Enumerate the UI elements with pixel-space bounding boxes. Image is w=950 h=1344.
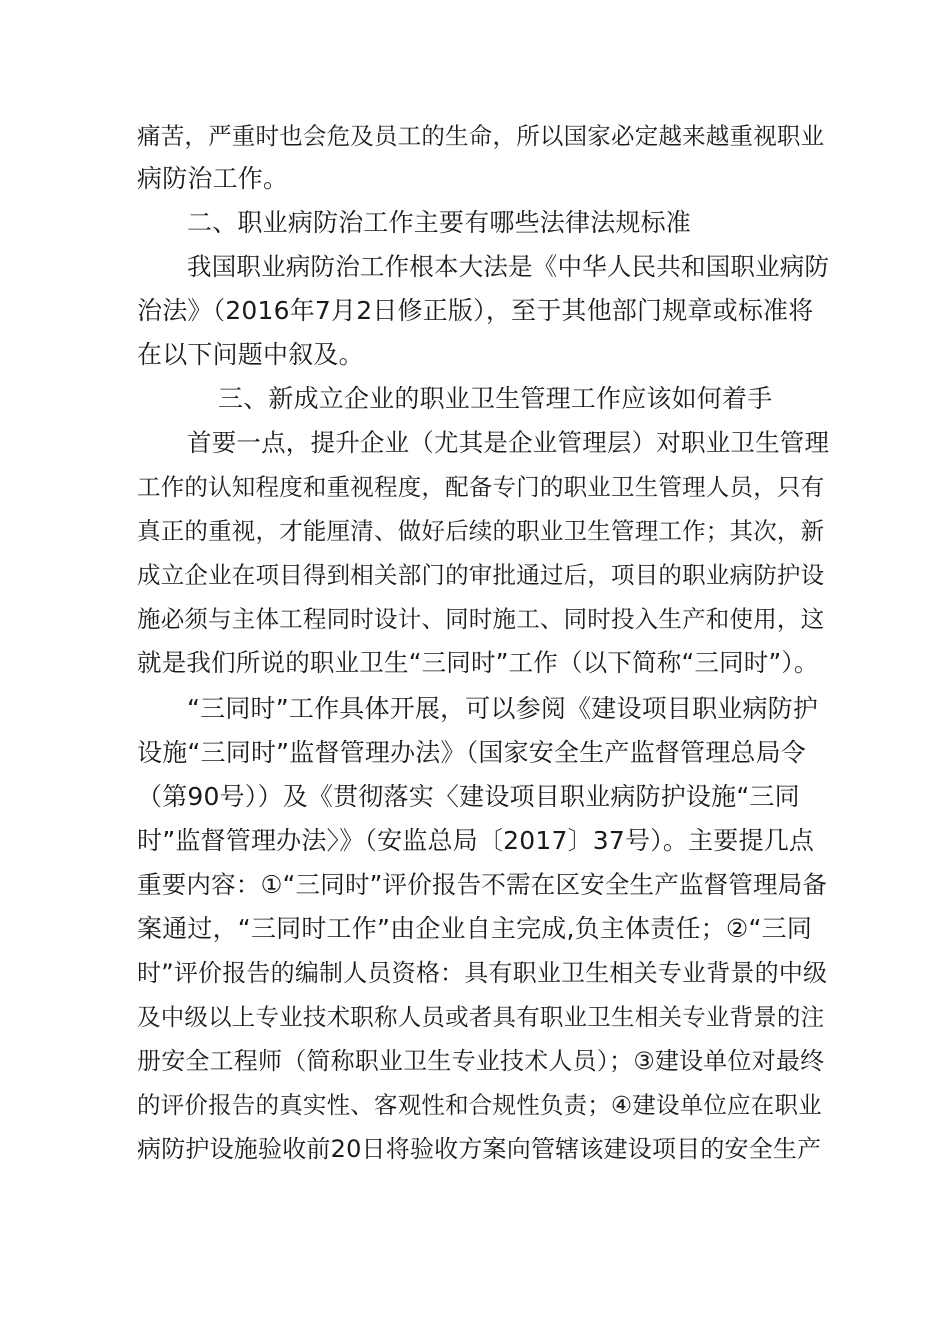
body-text-line: 真正的重视，才能厘清、做好后续的职业卫生管理工作；其次，新 — [137, 517, 825, 545]
body-text-line: 及中级以上专业技术职称人员或者具有职业卫生相关专业背景的注 — [137, 1003, 825, 1031]
body-text-line: 施必须与主体工程同时设计、同时施工、同时投入生产和使用，这 — [137, 605, 825, 633]
body-text-line: 治法》（2016年7月2日修正版），至于其他部门规章或标准将 — [137, 296, 814, 325]
body-text-line: 首要一点，提升企业（尤其是企业管理层）对职业卫生管理 — [187, 428, 830, 457]
body-text-line: 就是我们所说的职业卫生“三同时”工作（以下简称“三同时”）。 — [137, 648, 819, 677]
body-text-line: 册安全工程师（简称职业卫生专业技术人员）；③建设单位对最终 — [137, 1047, 825, 1075]
section-heading: 二、职业病防治工作主要有哪些法律法规标准 — [187, 208, 692, 237]
body-text-line: 在以下问题中叙及。 — [137, 340, 364, 369]
section-heading: 三、新成立企业的职业卫生管理工作应该如何着手 — [218, 384, 773, 413]
body-text-line: （第90号））及《贯彻落实〈建设项目职业病防护设施“三同 — [137, 782, 800, 811]
body-text-line: 我国职业病防治工作根本大法是《中华人民共和国职业病防 — [187, 252, 830, 281]
body-text-line: 痛苦，严重时也会危及员工的生命，所以国家必定越来越重视职业 — [137, 122, 825, 150]
body-text-line: 重要内容：①“三同时”评价报告不需在区安全生产监督管理局备 — [137, 870, 828, 899]
body-text-line: 设施“三同时”监督管理办法》（国家安全生产监督管理总局令 — [137, 738, 807, 767]
body-text-line: 的评价报告的真实性、客观性和合规性负责；④建设单位应在职业 — [137, 1091, 822, 1119]
body-text-line: 病防治工作。 — [137, 164, 289, 193]
body-text-line: 时”监督管理办法〉》（安监总局〔2017〕37号）。主要提几点 — [137, 826, 815, 855]
body-text-line: 案通过，“三同时工作”由企业自主完成,负主体责任；②“三同 — [137, 914, 813, 943]
body-text-line: 时”评价报告的编制人员资格：具有职业卫生相关专业背景的中级 — [137, 959, 828, 987]
body-text-line: 工作的认知程度和重视程度，配备专门的职业卫生管理人员，只有 — [137, 473, 825, 501]
body-text-line: 成立企业在项目得到相关部门的审批通过后，项目的职业病防护设 — [137, 561, 825, 589]
body-text-line: “三同时”工作具体开展，可以参阅《建设项目职业病防护 — [187, 694, 819, 723]
body-text-line: 病防护设施验收前20日将验收方案向管辖该建设项目的安全生产 — [137, 1135, 822, 1163]
